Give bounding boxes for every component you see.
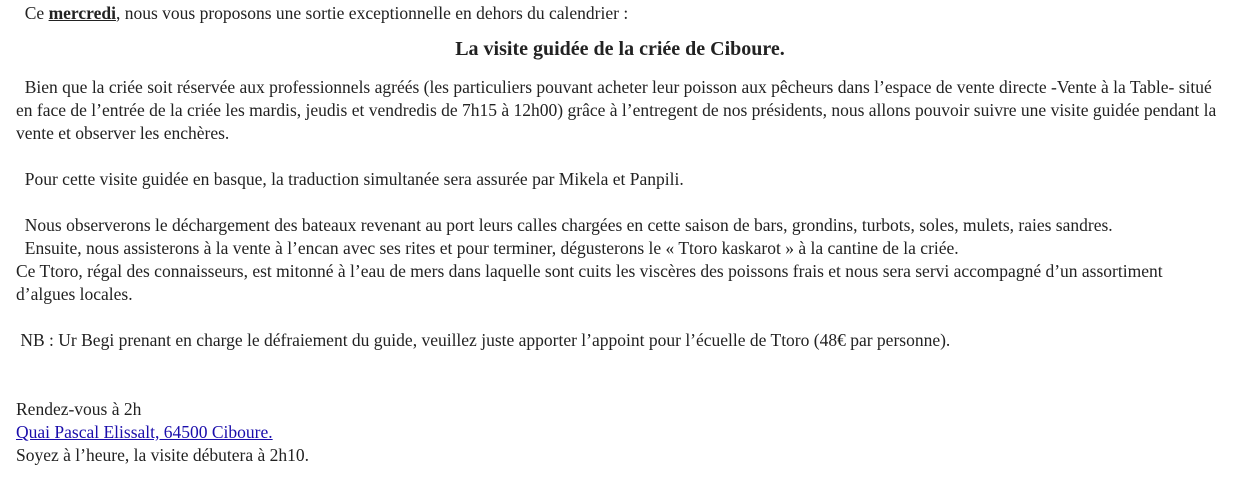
meeting-address-line	[16, 421, 1224, 444]
paragraph-translation: Pour cette visite guidée en basque, la traduction simultanée sera assurée par Mikela et Panpili.	[16, 169, 684, 189]
intro-suffix: , nous vous proposons une sortie exceptionnelle en dehors du calendrier :	[115, 3, 629, 23]
page-title: La visite guidée de la criée de Ciboure.	[455, 38, 785, 60]
paragraph-access: Bien que la criée soit réservée aux professionnels agréés (les particuliers pouvant acheter leur poisson aux pêcheurs dans l’espace de vente directe -Vente à la Table- situé en face de l’entrée de la criée les mardis, jeudis et vendredis de 7h15 à 12h00) grâce à l’entregent de nos présidents, nous allons pouvoir suivre une visite guidée pendant la vente et observer les enchères.	[16, 77, 1221, 143]
meeting-note: Soyez à l’heure, la visite débutera à 2h10.	[16, 445, 310, 465]
paragraph-nb: NB : Ur Begi prenant en charge le défraiement du guide, veuillez juste apporter l’appoint pour l’écuelle de Ttoro (48€ par personne).	[16, 330, 951, 350]
paragraph-unloading: Nous observerons le déchargement des bateaux revenant au port leurs calles chargées en cette saison de bars, grondins, turbots, soles, mulets, raies sandres.	[16, 215, 1113, 235]
paragraph-ttoro: Ce Ttoro, régal des connaisseurs, est mitonné à l’eau de mers dans laquelle sont cuits les viscères des poissons frais et nous sera servi accompagné d’un assortiment d’algues locales.	[16, 261, 1167, 304]
intro-prefix: Ce	[16, 3, 49, 23]
meeting-address-link[interactable]: Quai Pascal Elissalt, 64500 Ciboure.	[16, 422, 273, 442]
paragraph-auction: Ensuite, nous assisterons à la vente à l’encan avec ses rites et pour terminer, dégusterons le « Ttoro kaskarot » à la cantine de la criée.	[16, 238, 959, 258]
intro-day: mercredi	[48, 3, 116, 23]
intro-line	[16, 2, 1224, 25]
meeting-time: Rendez-vous à 2h	[16, 399, 142, 419]
